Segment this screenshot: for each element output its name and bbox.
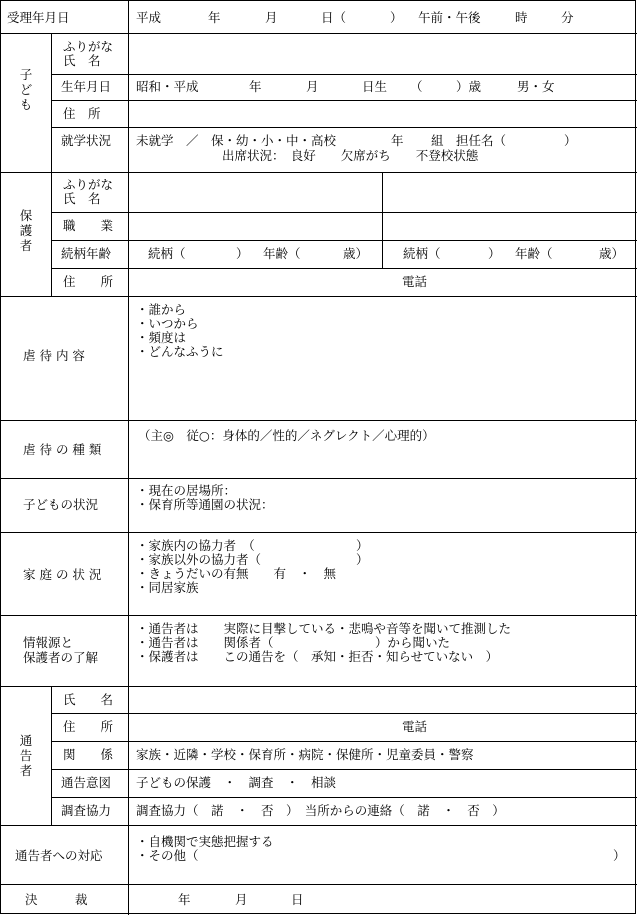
response-line1: ・自機関で実態把握する xyxy=(136,834,274,849)
guardian-age1: 年齢（ xyxy=(263,246,301,261)
child-birth-day: 日生 xyxy=(362,79,388,94)
guardian-address-label: 住 所 xyxy=(63,274,114,289)
info-source-line1: ・通告者は 実際に目撃している・悲鳴や音等を聞いて推測した xyxy=(136,621,512,636)
reception-ampm: 午前・午後 xyxy=(418,10,481,25)
response-line2-close: ） xyxy=(613,848,626,863)
reporter-intent-options: 子どもの保護 ・ 調査 ・ 相談 xyxy=(136,775,337,790)
family-status-line4: ・同居家族 xyxy=(136,580,199,595)
child-section-label: 子ども xyxy=(19,67,33,112)
guardian-relation2: 続柄（ xyxy=(403,246,441,261)
rule xyxy=(1,478,637,479)
abuse-content-line: ・いつから xyxy=(136,316,199,331)
child-status-label: 子どもの状況 xyxy=(23,497,99,512)
rule xyxy=(51,212,637,213)
reception-day: 日（ xyxy=(321,10,347,25)
guardian-section-label: 保護者 xyxy=(19,208,33,253)
rule xyxy=(51,33,52,172)
reception-month: 月 xyxy=(265,10,278,25)
guardian-age2-close: 歳） xyxy=(599,246,625,261)
abuse-content-line: ・どんなふうに xyxy=(136,344,224,359)
rule xyxy=(51,100,637,101)
response-label: 通告者への対応 xyxy=(15,848,103,863)
child-school-grade: 年 xyxy=(391,133,404,148)
rule xyxy=(1,825,637,826)
reception-era: 平成 xyxy=(136,10,162,25)
reporter-relation-options: 家族・近隣・学校・保育所・病院・保健所・児童委員・警察 xyxy=(136,747,474,762)
rule xyxy=(51,769,637,770)
guardian-relation1: 続柄（ xyxy=(148,246,186,261)
abuse-content-line: ・誰から xyxy=(136,302,187,317)
child-school-close: ） xyxy=(564,133,577,148)
rule xyxy=(51,127,637,128)
rule xyxy=(1,532,637,533)
abuse-type-label: 虐 待 の 種 類 xyxy=(23,442,102,457)
info-source-line2b: ）から聞いた xyxy=(375,635,451,650)
rule xyxy=(1,420,637,421)
info-source-label-line1: 情報源と xyxy=(23,635,74,650)
reception-hour: 時 xyxy=(515,10,528,25)
child-age-close: ）歳 xyxy=(456,79,482,94)
info-source-line3: ・保護者は この通告を（ 承知・拒否・知らせていない ） xyxy=(136,649,499,664)
child-birth-year: 年 xyxy=(249,79,262,94)
rule xyxy=(1,33,637,34)
rule xyxy=(1,172,637,173)
reporter-section-label: 通告者 xyxy=(19,733,33,778)
child-status-line: ・保育所等通園の状況： xyxy=(136,497,274,512)
reception-year: 年 xyxy=(208,10,221,25)
decision-day: 日 xyxy=(291,892,304,907)
guardian-name-label: 氏 名 xyxy=(63,191,101,206)
family-status-line3: ・きょうだいの有無 有 ・ 無 xyxy=(136,566,337,581)
response-line2: ・その他（ xyxy=(136,848,199,863)
rule xyxy=(51,741,637,742)
reporter-intent-label: 通告意図 xyxy=(61,775,112,790)
child-school-status: 未就学 ／ 保・幼・小・中・高校 xyxy=(136,133,337,148)
rule xyxy=(51,74,637,75)
child-birth-month: 月 xyxy=(306,79,319,94)
family-status-line1-close: ） xyxy=(356,538,369,553)
child-birth-label: 生年月日 xyxy=(61,79,112,94)
decision-label: 決 裁 xyxy=(25,892,88,907)
reception-minute: 分 xyxy=(561,10,574,25)
rule xyxy=(1,686,637,687)
reception-close: ） xyxy=(390,10,403,25)
child-birth-era: 昭和・平成 xyxy=(136,79,199,94)
decision-month: 月 xyxy=(235,892,248,907)
abuse-content-label: 虐 待 内 容 xyxy=(23,348,85,363)
reporter-relation-label: 関 係 xyxy=(63,747,114,762)
family-status-line2-close: ） xyxy=(356,552,369,567)
rule xyxy=(1,296,637,297)
rule xyxy=(382,172,383,268)
rule xyxy=(51,797,637,798)
child-status-line: ・現在の居場所： xyxy=(136,483,237,498)
info-source-label-line2: 保護者の了解 xyxy=(23,650,99,665)
rule xyxy=(51,172,52,296)
guardian-relation2-close: ） xyxy=(488,246,501,261)
guardian-relation1-close: ） xyxy=(236,246,249,261)
reporter-address-label: 住 所 xyxy=(63,719,114,734)
guardian-age1-close: 歳） xyxy=(343,246,369,261)
family-status-line1: ・家族内の協力者 （ xyxy=(136,538,255,553)
child-name-label: 氏 名 xyxy=(63,53,101,68)
info-source-line2a: ・通告者は 関係者（ xyxy=(136,635,274,650)
decision-year: 年 xyxy=(178,892,191,907)
rule xyxy=(1,615,637,616)
rule xyxy=(1,884,637,885)
reporter-coop-label: 調査協力 xyxy=(61,803,112,818)
child-furigana-label: ふりがな xyxy=(63,39,114,54)
reporter-coop-options: 調査協力（ 諾 ・ 否 ） 当所からの連絡（ 諾 ・ 否 ） xyxy=(136,803,505,818)
rule xyxy=(51,713,637,714)
reception-label: 受理年月日 xyxy=(7,10,70,25)
family-status-label: 家 庭 の 状 況 xyxy=(23,567,102,582)
rule xyxy=(51,268,637,269)
abuse-type-text: （主◎ 従○：身体的／性的／ネグレクト／心理的） xyxy=(138,428,435,443)
guardian-relation-label: 続柄年齢 xyxy=(61,246,112,261)
rule xyxy=(51,240,637,241)
child-address-label: 住 所 xyxy=(63,106,101,121)
rule xyxy=(128,1,129,915)
child-school-label: 就学状況 xyxy=(61,133,112,148)
abuse-content-line: ・頻度は xyxy=(136,330,187,345)
guardian-age2: 年齢（ xyxy=(515,246,553,261)
guardian-job-label: 職 業 xyxy=(63,218,114,233)
rule xyxy=(51,686,52,825)
reporter-phone-label: 電話 xyxy=(402,719,428,734)
child-attendance: 出席状況： 良好 欠席がち 不登校状態 xyxy=(222,148,479,163)
child-sex: 男・女 xyxy=(517,79,555,94)
guardian-phone-label: 電話 xyxy=(402,274,428,289)
reporter-name-label: 氏 名 xyxy=(63,692,114,707)
guardian-furigana-label: ふりがな xyxy=(63,177,114,192)
child-age-open: （ xyxy=(410,79,423,94)
child-class-teacher: 組 担任名（ xyxy=(431,133,507,148)
family-status-line2: ・家族以外の協力者（ xyxy=(136,552,262,567)
